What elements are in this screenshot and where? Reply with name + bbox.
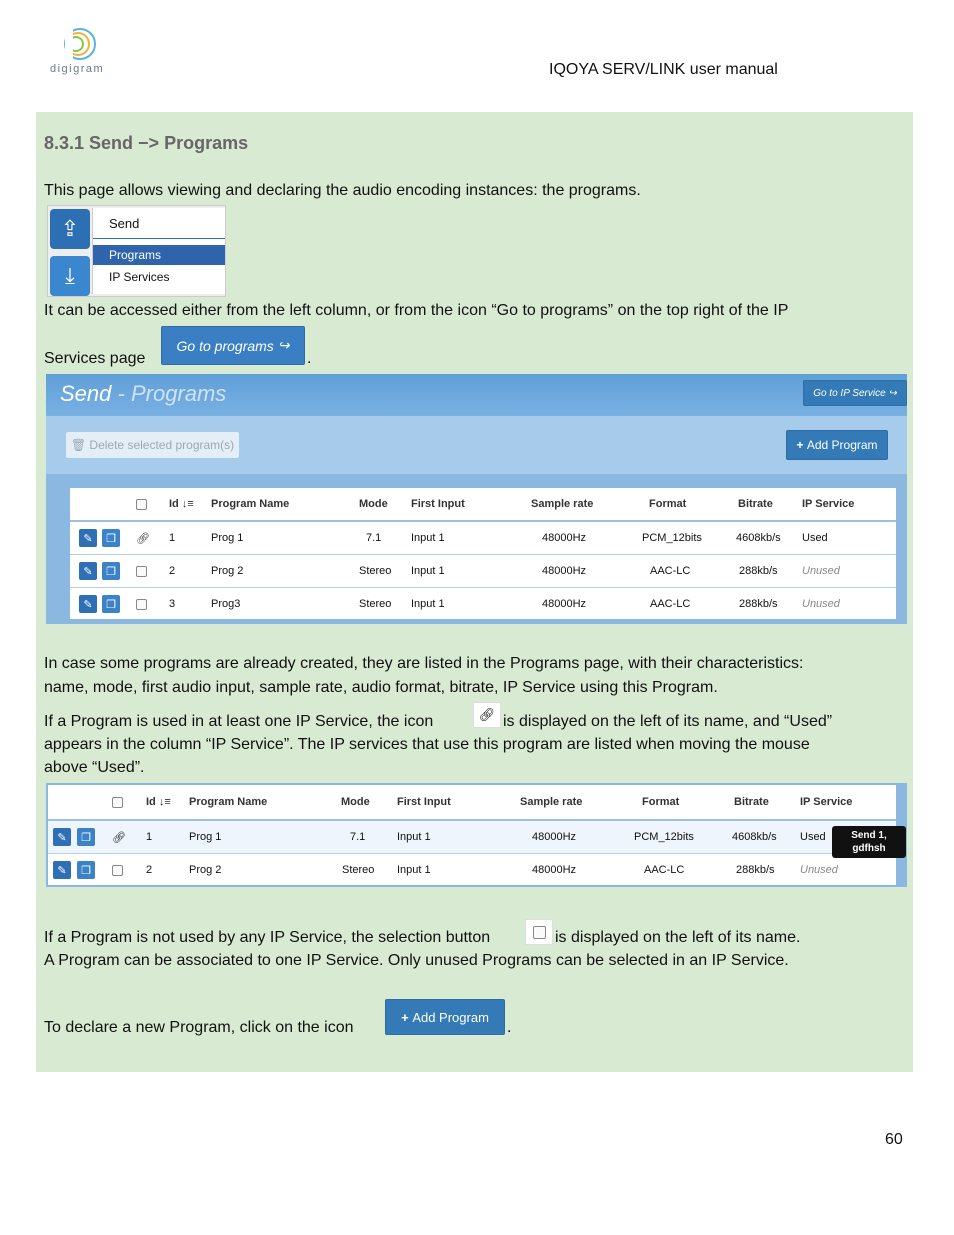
col-bitrate[interactable]: Bitrate [738, 498, 773, 510]
col-mode[interactable]: Mode [359, 498, 388, 510]
copy-icon[interactable]: ❐ [77, 861, 95, 879]
table-row [70, 588, 896, 620]
cell-rate: 48000Hz [532, 864, 577, 876]
table-header [48, 785, 896, 821]
cell-rate: 48000Hz [542, 532, 587, 544]
declare-period: . [507, 1019, 512, 1036]
edit-icon[interactable]: ✎ [79, 562, 97, 580]
cell-mode: 7.1 [350, 831, 366, 843]
cell-service: Unused [800, 864, 838, 876]
notused-paragraph-line2: A Program can be associated to one IP Service. Only unused Programs can be selected in an IP Service. [44, 952, 789, 969]
digigram-logo [48, 26, 118, 81]
programs-title-bar [46, 374, 907, 416]
row-checkbox[interactable] [136, 555, 147, 587]
col-first-input[interactable]: First Input [411, 498, 465, 510]
add-program-label: Add Program [806, 438, 878, 452]
cell-input: Input 1 [411, 598, 445, 610]
cell-format: AAC-LC [650, 598, 691, 610]
access-paragraph-line1: It can be accessed either from the left column, or from the icon “Go to programs” on the top right of the IP [44, 302, 789, 319]
cell-bitrate: 4608kb/s [736, 532, 781, 544]
cell-id: 1 [169, 532, 176, 544]
cell-format: AAC-LC [650, 565, 691, 577]
cell-name: Prog3 [211, 598, 241, 610]
edit-icon[interactable]: ✎ [53, 861, 71, 879]
cell-service[interactable]: Used [802, 532, 828, 544]
notused-paragraph-line1a: If a Program is not used by any IP Service, the selection button [44, 929, 491, 946]
cell-rate: 48000Hz [542, 565, 587, 577]
col-id[interactable]: Id ↓≡ [146, 796, 171, 808]
share-arrow-icon: ↪ [277, 337, 290, 353]
select-all-checkbox[interactable] [112, 785, 123, 819]
cell-bitrate: 288kb/s [739, 565, 778, 577]
selection-checkbox-sample [525, 919, 553, 945]
used-tooltip-screenshot [46, 783, 907, 887]
col-first-input[interactable]: First Input [397, 796, 451, 808]
cell-name: Prog 1 [189, 831, 222, 843]
used-paragraph-line2: appears in the column “IP Service”. The IP services that use this program are listed when moving the mouse [44, 736, 810, 753]
menu-item-ip-services[interactable]: IP Services [109, 270, 170, 284]
programs-page-screenshot [46, 374, 907, 624]
edit-icon[interactable]: ✎ [79, 595, 97, 613]
used-paragraph-line3: above “Used”. [44, 759, 145, 776]
tooltip-line1: Send 1, [851, 830, 887, 841]
select-all-checkbox[interactable] [136, 488, 147, 520]
cell-format: PCM_12bits [634, 831, 694, 843]
title-separator: - [111, 381, 131, 406]
used-paragraph-line1a: If a Program is used in at least one IP Service, the icon [44, 713, 434, 730]
go-to-ip-service-label: Go to IP Service [813, 387, 886, 399]
go-to-programs-button[interactable] [161, 326, 305, 365]
cell-name: Prog 2 [189, 864, 222, 876]
cell-bitrate: 288kb/s [736, 864, 775, 876]
link-icon: 🔗︎ [473, 702, 501, 728]
cell-rate: 48000Hz [532, 831, 577, 843]
go-to-programs-label: Go to programs [176, 337, 274, 354]
add-program-button-sample[interactable] [385, 999, 505, 1035]
col-program-name[interactable]: Program Name [211, 498, 290, 510]
cell-service[interactable]: Used [800, 831, 826, 843]
access-period: . [307, 350, 312, 367]
col-bitrate[interactable]: Bitrate [734, 796, 769, 808]
copy-icon[interactable]: ❐ [102, 529, 120, 547]
cell-input: Input 1 [411, 565, 445, 577]
go-to-ip-service-button[interactable] [803, 380, 907, 406]
delete-selected-button[interactable] [66, 432, 239, 458]
share-arrow-icon: ↪ [888, 387, 897, 399]
section-title: 8.3.1 Send −> Programs [44, 133, 249, 153]
cell-mode: Stereo [359, 598, 392, 610]
title-programs: Programs [130, 381, 227, 406]
list-paragraph-line2: name, mode, first audio input, sample rate, audio format, bitrate, IP Service using this Program. [44, 679, 718, 696]
add-program-button[interactable] [786, 430, 888, 460]
edit-icon[interactable]: ✎ [53, 828, 71, 846]
col-format[interactable]: Format [642, 796, 680, 808]
row-checkbox[interactable] [136, 588, 147, 620]
menu-divider [93, 238, 225, 239]
cell-name: Prog 1 [211, 532, 244, 544]
cell-format: PCM_12bits [642, 532, 702, 544]
cell-input: Input 1 [397, 831, 431, 843]
trash-icon: 🗑 [70, 438, 87, 452]
tooltip-line2: gdfhsh [852, 843, 886, 854]
col-format[interactable]: Format [649, 498, 687, 510]
delete-selected-label: Delete selected program(s) [89, 438, 235, 452]
document-title: IQOYA SERV/LINK user manual [549, 61, 778, 78]
cell-mode: 7.1 [366, 532, 382, 544]
programs-table-tooltip [48, 785, 896, 885]
col-id[interactable]: Id ↓≡ [169, 498, 194, 510]
col-program-name[interactable]: Program Name [189, 796, 268, 808]
upload-icon[interactable]: ⇪ [50, 209, 90, 249]
menu-item-programs[interactable]: Programs [93, 245, 225, 265]
declare-paragraph: To declare a new Program, click on the icon [44, 1019, 354, 1036]
access-paragraph-line2: Services page [44, 350, 146, 367]
cell-bitrate: 4608kb/s [732, 831, 777, 843]
sort-icon: ↓≡ [181, 498, 194, 510]
col-sample-rate[interactable]: Sample rate [531, 498, 594, 510]
ip-service-tooltip [832, 826, 906, 858]
cell-service: Unused [802, 598, 840, 610]
add-program-label: Add Program [412, 1009, 489, 1025]
row-checkbox[interactable] [112, 855, 123, 885]
col-sample-rate[interactable]: Sample rate [520, 796, 583, 808]
send-menu-screenshot [47, 205, 226, 297]
list-paragraph-line1: In case some programs are already created, they are listed in the Programs page, with their characteristics: [44, 655, 804, 672]
cell-format: AAC-LC [644, 864, 685, 876]
programs-toolbar [46, 416, 907, 474]
table-row [48, 821, 896, 854]
plus-icon: + [401, 1009, 409, 1025]
col-ip-service[interactable]: IP Service [800, 796, 853, 808]
cell-mode: Stereo [359, 565, 392, 577]
col-mode[interactable]: Mode [341, 796, 370, 808]
table-header [70, 488, 896, 522]
programs-table [70, 488, 896, 619]
brand-name: digigram [50, 63, 105, 75]
copy-icon[interactable]: ❐ [102, 562, 120, 580]
copy-icon[interactable]: ❐ [77, 828, 95, 846]
cell-name: Prog 2 [211, 565, 244, 577]
cell-service: Unused [802, 565, 840, 577]
link-icon: 🔗︎ [112, 831, 126, 844]
page-number: 60 [885, 1131, 903, 1148]
download-icon[interactable]: ⤓ [50, 256, 90, 296]
cell-id: 3 [169, 598, 176, 610]
title-send: Send [60, 381, 112, 406]
sort-icon: ↓≡ [158, 796, 171, 808]
cell-id: 1 [146, 831, 153, 843]
digigram-logo-icon [48, 26, 118, 66]
programs-page-title [60, 381, 226, 407]
cell-mode: Stereo [342, 864, 375, 876]
col-ip-service[interactable]: IP Service [802, 498, 855, 510]
copy-icon[interactable]: ❐ [102, 595, 120, 613]
cell-id: 2 [169, 565, 176, 577]
link-icon: 🔗︎ [136, 532, 150, 545]
cell-input: Input 1 [397, 864, 431, 876]
cell-rate: 48000Hz [542, 598, 587, 610]
used-paragraph-line1b: is displayed on the left of its name, and “Used” [503, 713, 833, 730]
send-submenu [92, 208, 225, 294]
plus-icon: + [796, 438, 804, 452]
menu-send-label: Send [109, 216, 140, 231]
intro-paragraph: This page allows viewing and declaring the audio encoding instances: the programs. [44, 182, 641, 199]
table-row [70, 555, 896, 588]
cell-id: 2 [146, 864, 153, 876]
table-row [48, 855, 896, 885]
cell-input: Input 1 [411, 532, 445, 544]
table-row [70, 522, 896, 555]
cell-bitrate: 288kb/s [739, 598, 778, 610]
notused-paragraph-line1b: is displayed on the left of its name. [555, 929, 801, 946]
edit-icon[interactable]: ✎ [79, 529, 97, 547]
